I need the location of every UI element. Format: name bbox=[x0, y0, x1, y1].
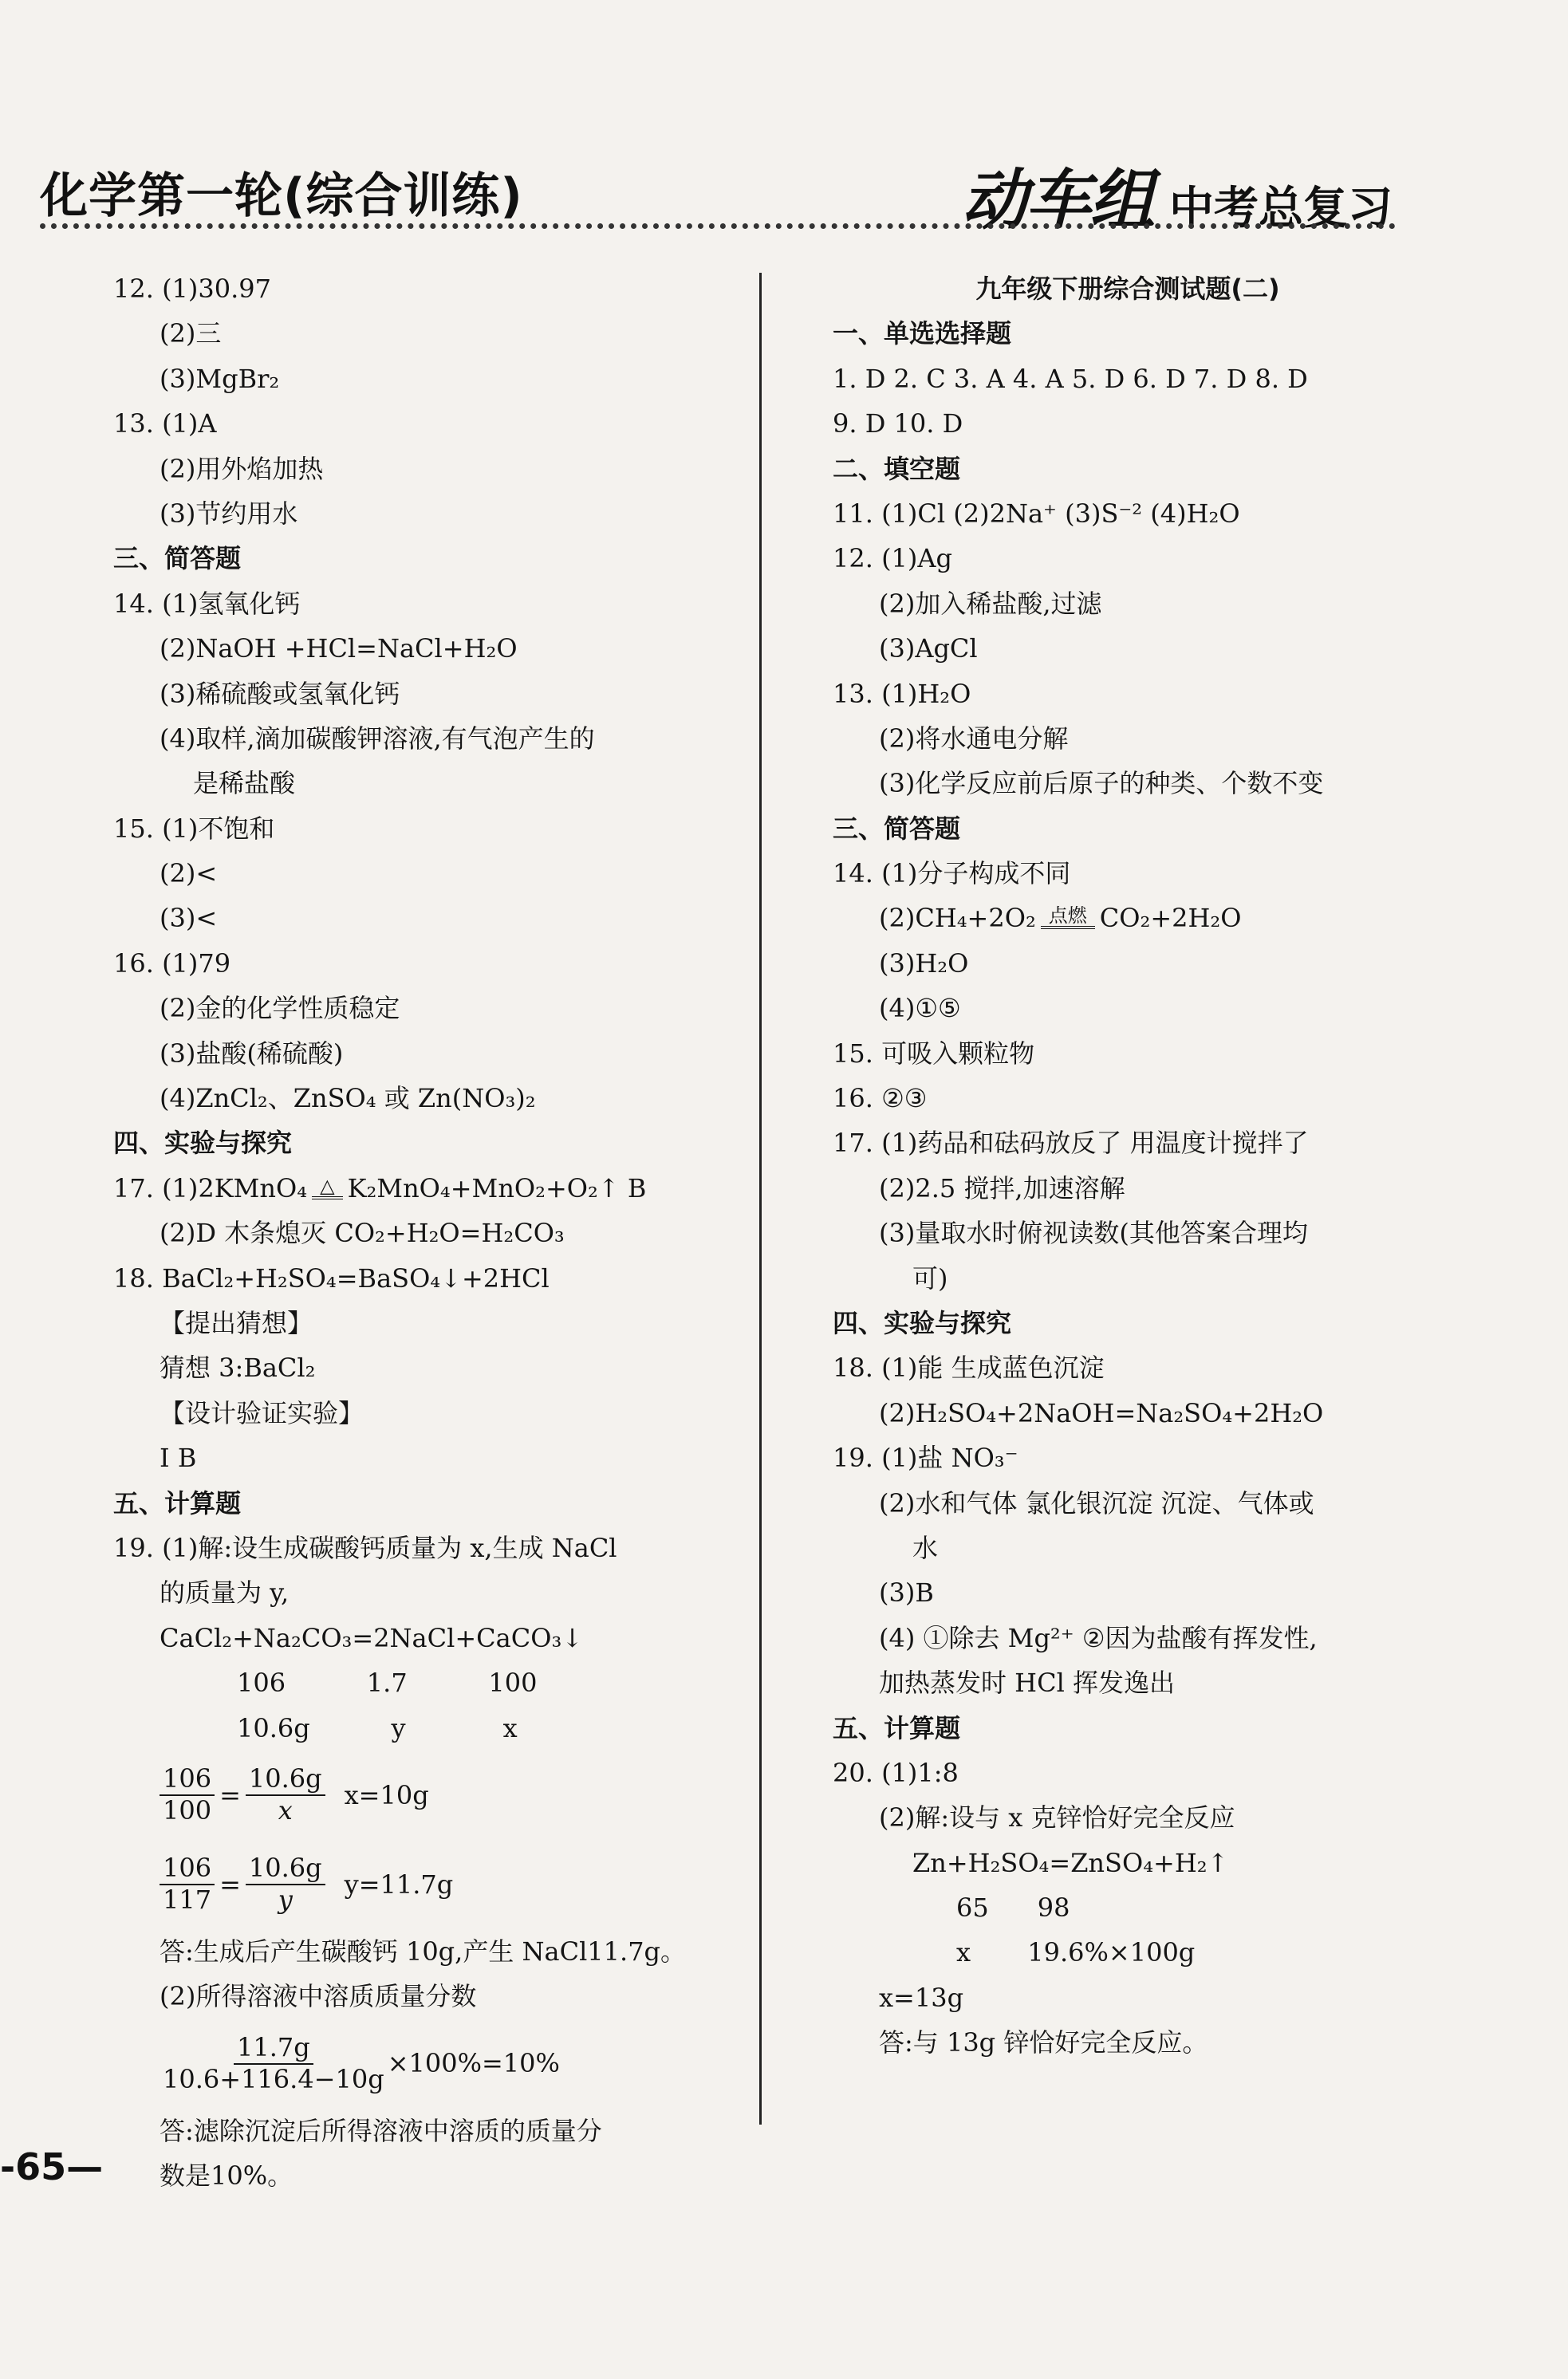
page-number: -65— bbox=[0, 2145, 104, 2188]
section-heading: 三、简答题 bbox=[113, 543, 242, 574]
answer-line: 15. 可吸入颗粒物 bbox=[833, 1038, 1035, 1069]
answer-line: (4)取样,滴加碳酸钾溶液,有气泡产生的 bbox=[160, 723, 595, 754]
reaction-condition-ignite: 点燃 bbox=[1041, 905, 1095, 929]
fraction bbox=[160, 1853, 215, 1916]
answer-line: 【提出猜想】 bbox=[160, 1307, 313, 1338]
answer-line: (2)2.5 搅拌,加速溶解 bbox=[879, 1172, 1125, 1203]
fraction-numerator: 106 bbox=[160, 1764, 215, 1796]
result: y=11.7g bbox=[344, 1869, 454, 1900]
answer-line: (2)将水通电分解 bbox=[879, 723, 1069, 754]
equation-line bbox=[113, 1166, 735, 1211]
answer-line: 12. (1)30.97 bbox=[113, 274, 271, 304]
fraction-numerator: 11.7g bbox=[234, 2033, 313, 2065]
answer-line: (4) ①除去 Mg²⁺ ②因为盐酸有挥发性, bbox=[879, 1622, 1318, 1653]
section-heading: 四、实验与探究 bbox=[113, 1128, 293, 1159]
equation-line bbox=[833, 896, 1423, 940]
answer-line: (2)H₂SO₄+2NaOH=Na₂SO₄+2H₂O bbox=[879, 1397, 1324, 1428]
answer-line: 106 1.7 100 bbox=[237, 1668, 538, 1699]
brand-logo: 动车组 bbox=[962, 162, 1153, 238]
section-heading: 一、单选选择题 bbox=[833, 318, 1012, 349]
answer-line: (2)D 木条熄灭 CO₂+H₂O=H₂CO₃ bbox=[160, 1218, 565, 1249]
test-title: 九年级下册综合测试题(二) bbox=[975, 274, 1280, 304]
fraction bbox=[246, 1853, 325, 1916]
answer-line: 17. (1)药品和砝码放反了 用温度计搅拌了 bbox=[833, 1128, 1309, 1159]
answer-line: 答:滤除沉淀后所得溶液中溶质的质量分 bbox=[160, 2115, 602, 2146]
answer-line: (3)B bbox=[879, 1577, 934, 1609]
answer-line: (3)稀硫酸或氢氧化钙 bbox=[160, 678, 400, 709]
answer-line: 是稀盐酸 bbox=[193, 768, 296, 799]
answer-line: (3)AgCl bbox=[879, 633, 978, 664]
equals-sign: = bbox=[219, 1779, 241, 1810]
answer-line: 11. (1)Cl (2)2Na⁺ (3)S⁻² (4)H₂O bbox=[833, 498, 1240, 529]
answer-line: 12. (1)Ag bbox=[833, 543, 952, 574]
equation-reactants: (2)CH₄+2O₂ bbox=[879, 903, 1036, 934]
fraction-denominator: 100 bbox=[163, 1794, 212, 1826]
answer-line: 14. (1)分子构成不同 bbox=[833, 858, 1071, 889]
section-heading: 二、填空题 bbox=[833, 453, 961, 484]
answer-line: 13. (1)H₂O bbox=[833, 678, 971, 709]
answer-line: (3)H₂O bbox=[879, 947, 969, 979]
section-heading: 三、简答题 bbox=[833, 813, 961, 844]
answer-line: (2)加入稀盐酸,过滤 bbox=[879, 588, 1102, 619]
answer-line: (2)NaOH +HCl=NaCl+H₂O bbox=[160, 633, 518, 664]
fraction bbox=[160, 2033, 388, 2095]
fraction-numerator: 106 bbox=[160, 1853, 215, 1885]
answer-line: x 19.6%×100g bbox=[956, 1937, 1196, 1968]
answer-line: (3)< bbox=[160, 903, 218, 934]
section-heading: 五、计算题 bbox=[833, 1712, 961, 1743]
right-column bbox=[833, 266, 1423, 2066]
answer-line: (3)盐酸(稀硫酸) bbox=[160, 1038, 344, 1069]
answer-line: 【设计验证实验】 bbox=[160, 1397, 364, 1428]
answer-line: 水 bbox=[912, 1532, 939, 1563]
answer-line: (4)①⑤ bbox=[879, 993, 961, 1024]
answer-line: 14. (1)氢氧化钙 bbox=[113, 588, 301, 619]
equation-reactants: 17. (1)2KMnO₄ bbox=[113, 1172, 308, 1203]
answer-line: 9. D 10. D bbox=[833, 408, 963, 439]
ratio-equation bbox=[113, 1840, 735, 1929]
answer-line: 18. BaCl₂+H₂SO₄=BaSO₄↓+2HCl bbox=[113, 1262, 550, 1294]
answer-line: CaCl₂+Na₂CO₃=2NaCl+CaCO₃↓ bbox=[160, 1622, 584, 1653]
answer-line: (2)三 bbox=[160, 318, 222, 349]
answer-line: 10.6g y x bbox=[237, 1712, 518, 1743]
answer-line: 1. D 2. C 3. A 4. A 5. D 6. D 7. D 8. D bbox=[833, 363, 1308, 394]
fraction bbox=[246, 1764, 325, 1826]
result: ×100%=10% bbox=[387, 2048, 560, 2079]
answer-line: (3)MgBr₂ bbox=[160, 363, 280, 394]
answer-line: 答:与 13g 锌恰好完全反应。 bbox=[879, 2027, 1208, 2058]
answer-line: 猜想 3:BaCl₂ bbox=[160, 1353, 316, 1384]
reaction-condition-heat: △ bbox=[312, 1176, 342, 1199]
left-column bbox=[113, 266, 735, 2198]
answer-line: 数是10%。 bbox=[160, 2160, 294, 2192]
answer-line: 16. ②③ bbox=[833, 1083, 928, 1114]
answer-line: (3)节约用水 bbox=[160, 498, 298, 529]
answer-line: 18. (1)能 生成蓝色沉淀 bbox=[833, 1353, 1105, 1384]
percentage-equation bbox=[113, 2019, 735, 2109]
fraction-denominator: x bbox=[278, 1794, 293, 1826]
answer-line: Zn+H₂SO₄=ZnSO₄+H₂↑ bbox=[912, 1847, 1229, 1878]
fraction-numerator: 10.6g bbox=[246, 1764, 325, 1796]
answer-line: (3)量取水时俯视读数(其他答案合理均 bbox=[879, 1218, 1308, 1249]
answer-line: 13. (1)A bbox=[113, 408, 217, 439]
answer-line: I B bbox=[160, 1443, 197, 1474]
equals-sign: = bbox=[219, 1869, 241, 1900]
page-header-title: 化学第一轮(综合训练) bbox=[40, 168, 523, 224]
fraction-denominator: 10.6+116.4−10g bbox=[163, 2063, 384, 2094]
answer-line: 可) bbox=[912, 1262, 948, 1294]
fraction-numerator: 10.6g bbox=[246, 1853, 325, 1885]
column-divider bbox=[759, 273, 762, 2125]
answer-line: (2)水和气体 氯化银沉淀 沉淀、气体或 bbox=[879, 1487, 1314, 1518]
answer-line: 答:生成后产生碳酸钙 10g,产生 NaCl11.7g。 bbox=[160, 1936, 687, 1967]
answer-line: (2)所得溶液中溶质质量分数 bbox=[160, 1981, 477, 2012]
answer-line: (3)化学反应前后原子的种类、个数不变 bbox=[879, 768, 1324, 799]
fraction-denominator: 117 bbox=[163, 1884, 212, 1915]
answer-line: (2)解:设与 x 克锌恰好完全反应 bbox=[879, 1802, 1235, 1833]
answer-line: 的质量为 y, bbox=[160, 1577, 290, 1609]
answer-line: 65 98 bbox=[956, 1893, 1070, 1924]
header-dotted-rule bbox=[40, 223, 1396, 229]
answer-line: 16. (1)79 bbox=[113, 947, 231, 979]
answer-line: 20. (1)1:8 bbox=[833, 1757, 959, 1788]
answer-line: 15. (1)不饱和 bbox=[113, 813, 275, 844]
equation-products: K₂MnO₄+MnO₂+O₂↑ B bbox=[347, 1172, 647, 1203]
answer-line: (2)< bbox=[160, 858, 218, 889]
fraction-denominator: y bbox=[278, 1884, 293, 1915]
series-title: 中考总复习 bbox=[1169, 183, 1393, 234]
result: x=10g bbox=[344, 1779, 429, 1810]
answer-line: 19. (1)解:设生成碳酸钙质量为 x,生成 NaCl bbox=[113, 1532, 617, 1563]
ratio-equation bbox=[113, 1751, 735, 1840]
answer-line: 加热蒸发时 HCl 挥发逸出 bbox=[879, 1668, 1175, 1699]
equation-products: CO₂+2H₂O bbox=[1099, 903, 1242, 934]
answer-line: (2)金的化学性质稳定 bbox=[160, 993, 400, 1024]
section-heading: 五、计算题 bbox=[113, 1487, 242, 1518]
answer-line: (4)ZnCl₂、ZnSO₄ 或 Zn(NO₃)₂ bbox=[160, 1083, 536, 1114]
section-heading: 四、实验与探究 bbox=[833, 1307, 1012, 1338]
answer-line: (2)用外焰加热 bbox=[160, 453, 324, 484]
answer-line: x=13g bbox=[879, 1982, 964, 2013]
answer-line: 19. (1)盐 NO₃⁻ bbox=[833, 1443, 1018, 1474]
fraction bbox=[160, 1764, 215, 1826]
